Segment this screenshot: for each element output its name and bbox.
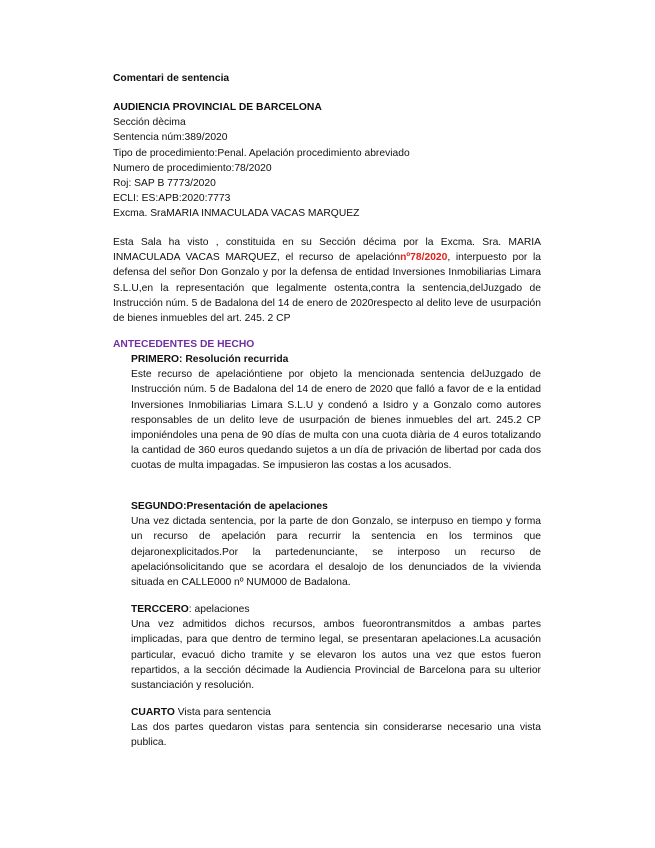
- meta-line-ecli: ECLI: ES:APB:2020:7773: [113, 193, 231, 205]
- document-title: Comentari de sentencia: [113, 73, 230, 84]
- section-body: Este recurso de apelacióntiene por objeto la mencionada sentencia delJuzgado de Instrucción núm. 5 de Badalona del 14 de enero de 2020 que falló a favor de e la entidad Inversiones Inmobiliarias Limara S.L.U y condenó a Isidro y a Gonzalo como autores responsables de un delito leve de usurpación de bienes inmuebles del art. 245.2 CP imponiéndoles una pena de 90 días de multa con una cuota diària de 4 euros totalizando la cantidad de 360 euros quedando sujetos a un día de privación de libertad por cada dos cuotas de multa impagadas. Se impusieron las costas a los acusados.: [131, 369, 541, 472]
- section-heading-text: TERCCERO: [131, 604, 189, 615]
- section-tercero: [131, 602, 541, 693]
- section-body: Las dos partes quedaron vistas para sentencia sin considerarse necesario una vista publica.: [131, 722, 541, 749]
- section-heading: [131, 499, 541, 514]
- section-body: Una vez admitidos dichos recursos, ambos fueorontransmitdos a ambas partes implicadas, para que dentro de termino legal, se presentaran apelaciones.La acusación particular, evacuó dicho tramite y se elevaron los autos una vez que estos fueron repartidos, a la sección décimade la Audiencia Provincial de Barcelona para su ulterior sustanciación y resolución.: [131, 619, 541, 692]
- antecedentes-heading: ANTECEDENTES DE HECHO: [113, 339, 255, 350]
- intro-text-before: Esta Sala ha visto , constituida en su Sección décima por la Excma. Sra. MARIA INMACULADA VACAS MARQUEZ, el recurso de apelación: [113, 237, 541, 264]
- section-heading-text: SEGUNDO:Presentación de apelaciones: [131, 501, 328, 512]
- section-heading-sub: : apelaciones: [188, 604, 250, 615]
- appeal-number-highlight: nº78/2020: [400, 252, 448, 264]
- section-cuarto: [131, 705, 541, 751]
- section-heading: [131, 705, 541, 720]
- section-primero: [131, 352, 541, 474]
- intro-paragraph: [113, 235, 541, 326]
- sentence-metadata: [113, 100, 553, 222]
- meta-line-procedure-type: Tipo de procedimiento:Penal. Apelación procedimiento abreviado: [113, 147, 410, 159]
- section-heading: [131, 602, 541, 617]
- meta-line-roj: Roj: SAP B 7773/2020: [113, 178, 216, 190]
- meta-line-section: Sección dècima: [113, 117, 186, 129]
- intro-text-after: , interpuesto por la defensa del señor Don Gonzalo y por la defensa de entidad Inversiones Inmobiliarias Limara S.L.U,en la representación que legalmente ostenta,contra la sentencia,delJuzgado de Instrucción núm. 5 de Badalona del 14 de enero de 2020respecto al delito leve de usurpación de bienes inmuebles del art. 245. 2 CP: [113, 252, 541, 325]
- meta-line-procedure-number: Numero de procedimiento:78/2020: [113, 162, 272, 174]
- section-heading-sub: Vista para sentencia: [174, 707, 271, 718]
- meta-line-sentence-number: Sentencia núm:389/2020: [113, 132, 228, 144]
- section-segundo: [131, 499, 541, 590]
- section-body: Una vez dictada sentencia, por la parte de don Gonzalo, se interpuso en tiempo y forma un recurso de apelación para recurrir la sentencia en los terminos que dejaronexplicitados.Por la partedenunciante, se interposo un recurso de apelaciónsolicitando que se acordara el desalojo de los denunciados de la vivienda situada en CALLE000 nº NUM000 de Badalona.: [131, 516, 541, 589]
- section-heading-text: CUARTO: [131, 707, 175, 718]
- meta-line-judge: Excma. SraMARIA INMACULADA VACAS MARQUEZ: [113, 208, 360, 220]
- court-name: AUDIENCIA PROVINCIAL DE BARCELONA: [113, 102, 322, 113]
- section-heading: [131, 352, 541, 367]
- section-heading-text: PRIMERO: Resolución recurrida: [131, 354, 289, 365]
